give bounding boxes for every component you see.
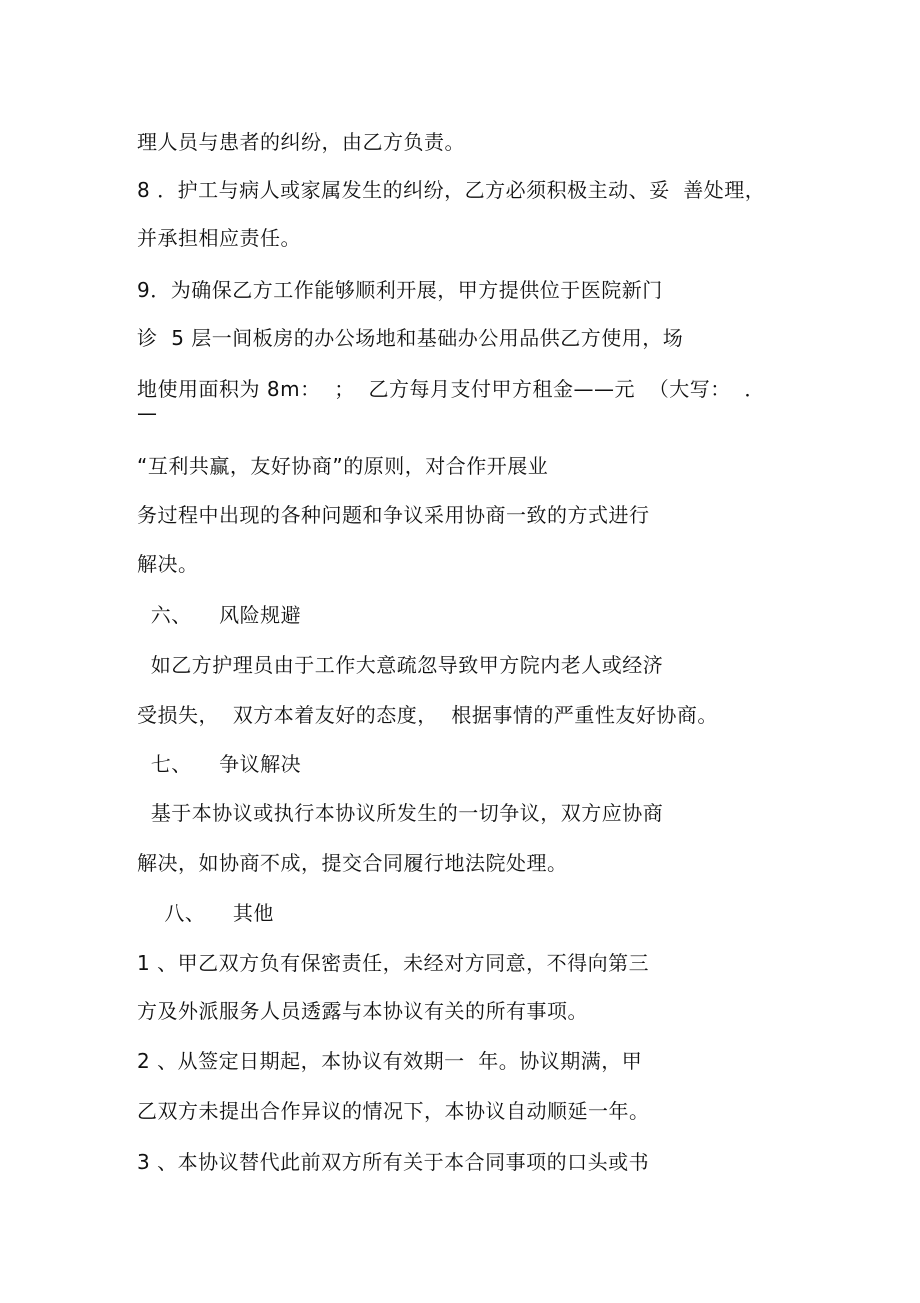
text-line: 1 、甲乙双方负有保密责任，未经对方同意，不得向第三 <box>137 951 650 975</box>
text-line: — <box>137 401 158 425</box>
text-line: 地使用面积为 8m： ； 乙方每月支付甲方租金——元 （大写： ． <box>137 377 765 401</box>
section-heading: 六、 风险规避 <box>137 603 302 627</box>
text-line: 8 ．护工与病人或家属发生的纠纷，乙方必须积极主动、妥 善处理， <box>137 178 766 202</box>
text-line: 3 、本协议替代此前双方所有关于本合同事项的口头或书 <box>137 1150 650 1174</box>
text-line: 如乙方护理员由于工作大意疏忽导致甲方院内老人或经济 <box>137 653 664 677</box>
text-line: 理人员与患者的纠纷，由乙方负责。 <box>137 130 465 154</box>
text-line: 基于本协议或执行本协议所发生的一切争议，双方应协商 <box>137 801 664 825</box>
text-line: 2 、从签定日期起，本协议有效期一 年。协议期满，甲 <box>137 1049 643 1073</box>
text-line: 9．为确保乙方工作能够顺利开展，甲方提供位于医院新门 <box>137 278 663 302</box>
text-line: “互利共赢，友好协商”的原则，对合作开展业 <box>137 454 549 478</box>
text-line: 并承担相应责任。 <box>137 226 301 250</box>
text-line: 务过程中出现的各种问题和争议采用协商一致的方式进行 <box>137 503 650 527</box>
text-line: 诊 5 层一间板房的办公场地和基础办公用品供乙方使用，场 <box>137 326 684 350</box>
text-line: 乙双方未提出合作异议的情况下，本协议自动顺延一年。 <box>137 1099 650 1123</box>
text-line: 解决。 <box>137 552 199 576</box>
text-line: 解决，如协商不成，提交合同履行地法院处理。 <box>137 851 568 875</box>
section-heading: 七、 争议解决 <box>137 752 302 776</box>
text-line: 受损失， 双方本着友好的态度， 根据事情的严重性友好协商。 <box>137 703 718 727</box>
text-line: 方及外派服务人员透露与本协议有关的所有事项。 <box>137 999 588 1023</box>
section-heading: 八、 其他 <box>137 901 274 925</box>
